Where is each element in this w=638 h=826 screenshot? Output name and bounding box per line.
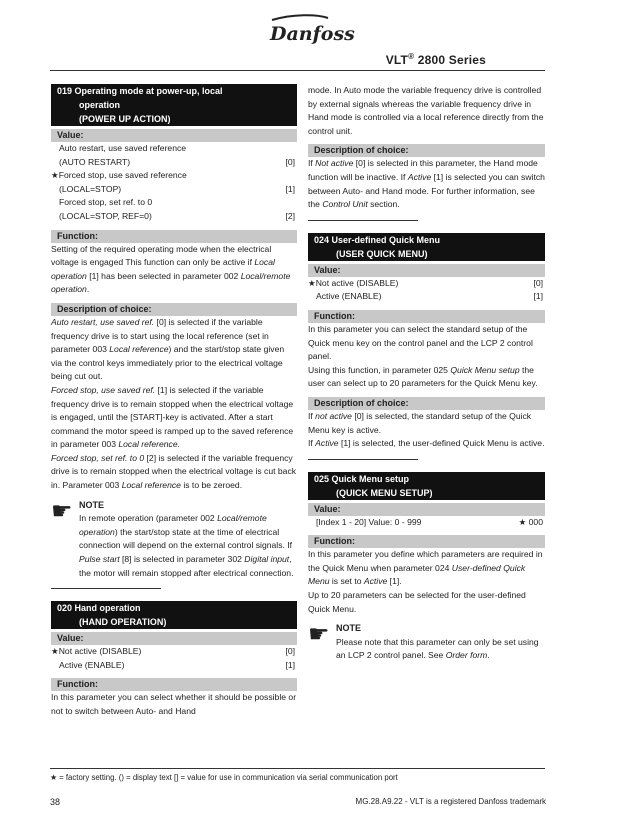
- value-label: Value:: [51, 129, 297, 142]
- description-text-2: Forced stop, use saved ref. [1] is selected if the variable frequency drive is to remain stopped when the electrical voltage is engaged, until the [START]-key is activated. After a start command the motor speed is ramped up to the saved reference in parameter 003 Local reference.: [51, 384, 294, 450]
- section-separator: [51, 588, 161, 589]
- pointing-hand-icon: ☛: [51, 497, 73, 525]
- description-text: If Not active [0] is selected in this parameter, the Hand mode function will be inactive. If Active [1] is selected you can switch between Auto- and Hand mode. For further information, see the Control Unit section.: [308, 158, 545, 210]
- function-text-2: Up to 20 parameters can be selected for the user-defined Quick Menu.: [308, 590, 526, 614]
- value-label: Value:: [308, 264, 545, 277]
- page-number: 38: [50, 797, 61, 807]
- description-label: Description of choice:: [308, 144, 545, 157]
- param-025-header: 025 Quick Menu setup (QUICK MENU SETUP): [308, 472, 545, 500]
- description-text: If not active [0] is selected, the standard setup of the Quick Menu key is active.: [308, 410, 532, 435]
- value-label: Value:: [51, 632, 297, 645]
- option-0-code: (AUTO RESTART) [0]: [59, 156, 295, 167]
- description-label: Description of choice:: [308, 397, 545, 410]
- option-0: ★Not active (DISABLE) [0]: [51, 646, 295, 657]
- function-text: In this parameter you define which parameters are required in the Quick Menu when parameter 024 User-defined Quick Menu is set to Active [1].: [308, 549, 543, 587]
- factory-star-icon: ★: [51, 646, 59, 657]
- danfoss-logo: [262, 14, 372, 48]
- note-body: NOTE In remote operation (parameter 002 Local/remote operation) the start/stop state at the time of electrical connection will depend on the external control signals. If Pulse start [8] is selected in parameter 302 Digital input, the motor will remain stopped after electrical connection.: [79, 499, 294, 578]
- function-text: In this parameter you can select the standard setup of the Quick menu key on the control panel and the LCP 2 control panel.: [308, 323, 533, 362]
- trademark-text: MG.28.A9.22 - VLT is a registered Danfoss trademark: [355, 797, 546, 806]
- right-column: [308, 84, 545, 663]
- value-range: [Index 1 - 20] Value: 0 - 999 ★ 000: [316, 516, 543, 527]
- value-label: Value:: [308, 503, 545, 516]
- description-text: Auto restart, use saved ref. [0] is selected if the variable frequency drive is to start using the local reference (set in parameter 003 Local reference) and the start/stop state given via the control keys immediately prior to the electrical voltage being cut out.: [51, 316, 285, 382]
- option-1-code: (LOCAL=STOP) [1]: [59, 183, 295, 194]
- option-1: ★Forced stop, use saved reference: [51, 170, 187, 181]
- series-title: VLT® 2800 Series: [385, 52, 486, 67]
- description-text-2: If Active [1] is selected, the user-defined Quick Menu is active.: [308, 438, 545, 449]
- footnote: ★ = factory setting. () = display text [] = value for use in communication via serial communication port: [50, 773, 398, 782]
- function-text: In this parameter you can select whether it should be possible or not to switch between Auto- and Hand: [51, 692, 297, 716]
- factory-star-icon: ★: [51, 170, 59, 181]
- continued-text: mode. In Auto mode the variable frequency drive is controlled by external signals whereas the variable frequency drive in Hand mode is controlled via a local reference directly from the control unit.: [308, 85, 544, 136]
- option-2-code: (LOCAL=STOP, REF=0) [2]: [59, 210, 295, 221]
- svg-text:Danfoss: Danfoss: [270, 23, 355, 45]
- option-1: Active (ENABLE) [1]: [59, 659, 295, 670]
- section-separator: [308, 459, 418, 460]
- factory-star-icon: ★: [308, 277, 316, 288]
- option-1: Active (ENABLE) [1]: [316, 291, 543, 302]
- param-024-header: 024 User-defined Quick Menu (USER QUICK MENU): [308, 233, 545, 261]
- description-text-3: Forced stop, set ref. to 0 [2] is selected if the variable frequency drive is to remain stopped when the electrical voltage is cut back in. Parameter 003 Local reference is to be zeroed.: [51, 452, 297, 491]
- function-text: Setting of the required operating mode when the electrical voltage is engaged This function can only be active if Local operation [1] has been selected in parameter 002 Local/remote operation.: [51, 243, 291, 295]
- note-body: NOTE Please note that this parameter can only be set using an LCP 2 control panel. See Order form.: [336, 623, 539, 661]
- param-019-header: 019 Operating mode at power-up, local operation (POWER UP ACTION): [51, 84, 297, 126]
- function-label: Function:: [308, 310, 545, 323]
- footer-rule: [50, 768, 545, 769]
- option-0: ★Not active (DISABLE) [0]: [308, 277, 543, 288]
- description-label: Description of choice:: [51, 303, 297, 316]
- param-019-options: [51, 142, 297, 224]
- option-0: Auto restart, use saved reference: [59, 143, 187, 153]
- function-label: Function:: [308, 535, 545, 548]
- note-box: [51, 499, 297, 581]
- left-column: [51, 84, 297, 719]
- note-box: [308, 622, 545, 663]
- header-rule: [50, 70, 545, 71]
- param-020-header: 020 Hand operation (HAND OPERATION): [51, 601, 297, 629]
- function-label: Function:: [51, 230, 297, 243]
- function-label: Function:: [51, 678, 297, 691]
- pointing-hand-icon: ☛: [308, 621, 330, 649]
- section-separator: [308, 220, 418, 221]
- option-2: Forced stop, set ref. to 0: [59, 197, 153, 208]
- function-text-2: Using this function, in parameter 025 Quick Menu setup the user can select up to 20 parameters for the Quick Menu key.: [308, 364, 538, 389]
